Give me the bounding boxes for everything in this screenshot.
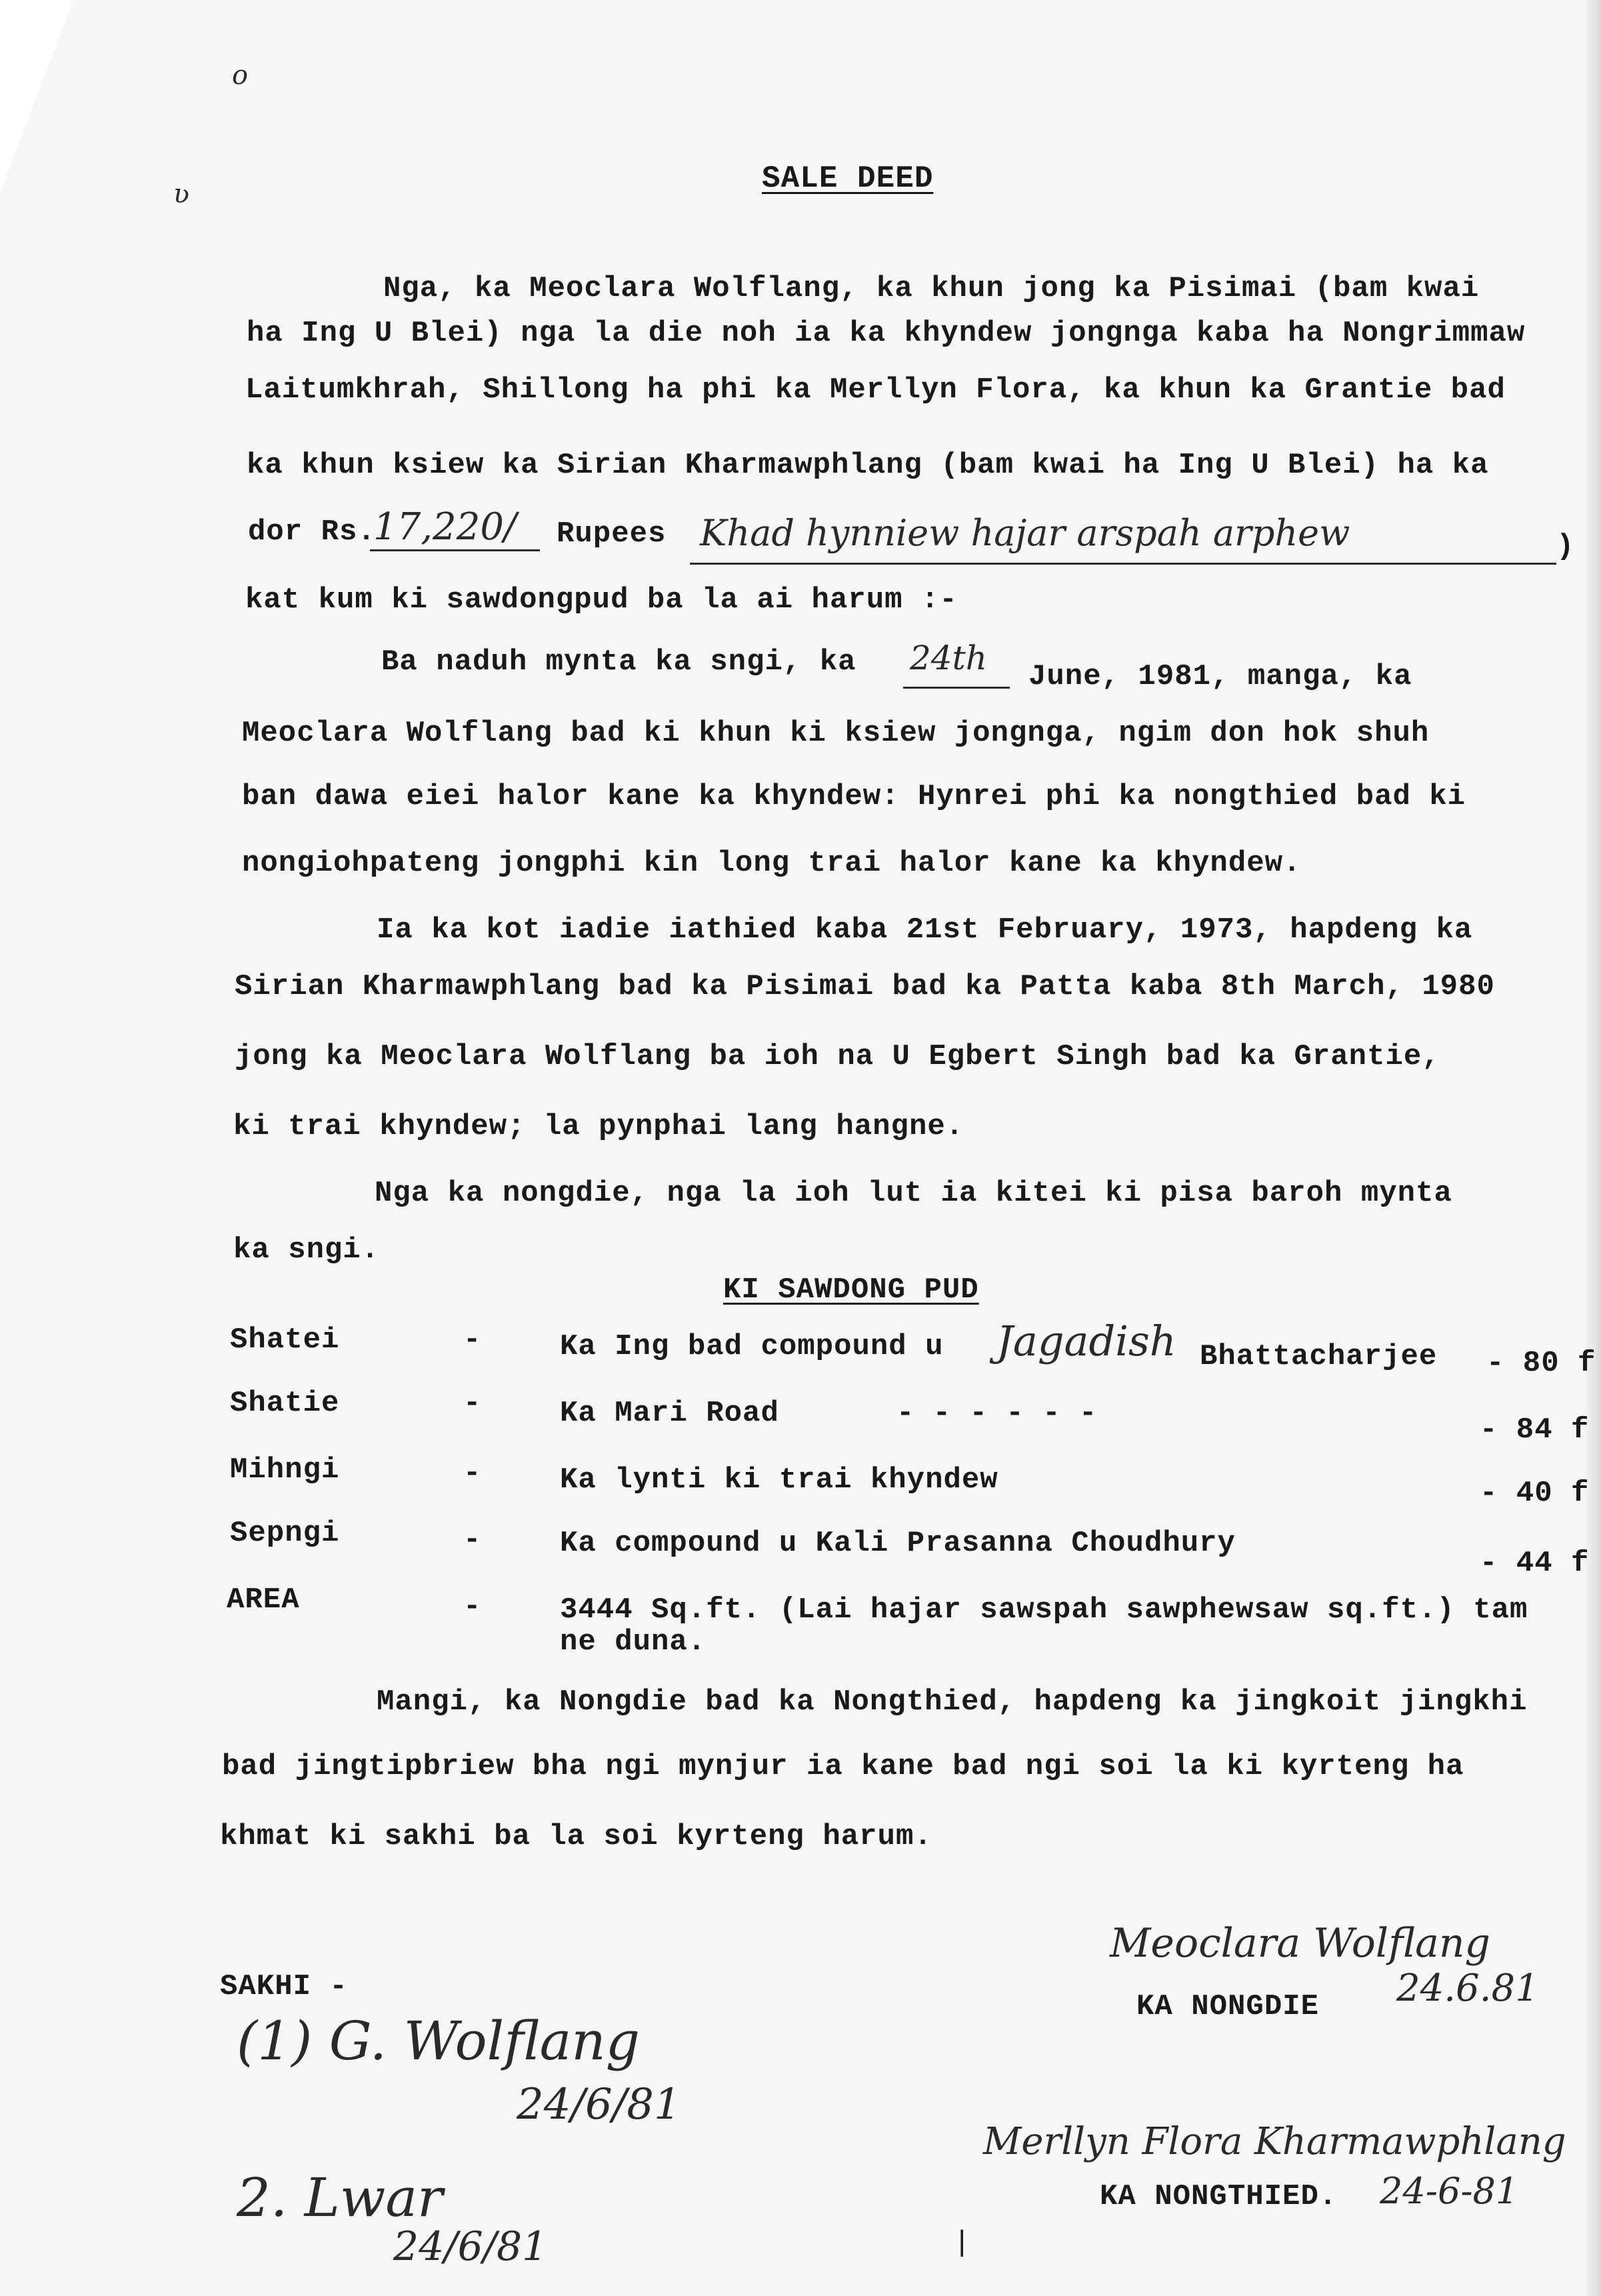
para3-line4: ki trai khyndew; la pynphai lang hangne. <box>233 1110 964 1143</box>
witness2-date: 24/6/81 <box>393 2223 548 2270</box>
boundary-dash: - <box>463 1323 482 1357</box>
boundary-dash: - <box>463 1457 482 1490</box>
para2-line1-prefix: Ba naduh mynta ka sngi, ka <box>381 645 856 679</box>
buyer-label: KA NONGTHIED. <box>1100 2180 1338 2213</box>
boundary-side: Sepngi <box>230 1517 340 1550</box>
para2-line2: Meoclara Wolflang bad ki khun ki ksiew jongnga, ngim don hok shuh <box>242 717 1430 750</box>
margin-mark-left: ʋ <box>173 179 190 209</box>
boundary-desc: Ka lynti ki trai khyndew <box>560 1463 998 1497</box>
seller-date: 24.6.81 <box>1396 1967 1539 2010</box>
para1-line2: ha Ing U Blei) nga la die noh ia ka khyndew jongnga kaba ha Nongrimmaw <box>247 317 1526 350</box>
amount-figures: 17,220/ <box>373 505 517 549</box>
para1-line6: kat kum ki sawdongpud ba la ai harum :- <box>245 583 958 617</box>
page-edge-shadow <box>1584 0 1601 2296</box>
para1-line5-rupees: Rupees <box>557 517 667 551</box>
area-line2: ne duna. <box>560 1625 707 1659</box>
para3-line2: Sirian Kharmawphlang bad ka Pisimai bad ka Patta kaba 8th March, 1980 <box>235 970 1495 1003</box>
para2-line1-suffix: June, 1981, manga, ka <box>1028 660 1412 693</box>
folded-corner <box>0 0 73 193</box>
witness1-date: 24/6/81 <box>517 2080 681 2129</box>
seller-label: KA NONGDIE <box>1136 1990 1320 2023</box>
witness1-signature: (1) G. Wolflang <box>237 2010 640 2072</box>
boundary-measure: - 84 f <box>1480 1413 1590 1447</box>
para1-line3: Laitumkhrah, Shillong ha phi ka Merllyn Flora, ka khun ka Grantie bad <box>245 373 1506 407</box>
amount-words: Khad hynniew hajar arspah arphew <box>700 512 1350 554</box>
margin-mark-top: o <box>232 60 249 91</box>
boundary-desc-cont: - - - - - - <box>896 1397 1098 1430</box>
document-title: SALE DEED <box>762 161 934 196</box>
para1-line4: ka khun ksiew ka Sirian Kharmawphlang (bam kwai ha Ing U Blei) ha ka <box>247 449 1489 482</box>
boundary-measure: - 40 f <box>1480 1477 1590 1510</box>
para1-line1: Nga, ka Meoclara Wolflang, ka khun jong ka Pisimai (bam kwai <box>383 272 1480 305</box>
amount-words-underline <box>690 563 1556 565</box>
witness2-signature: 2. Lwar <box>237 2167 443 2229</box>
area-dash: - <box>463 1590 482 1623</box>
boundary-side: Shatie <box>230 1387 340 1420</box>
para4-line1: Nga ka nongdie, nga la ioh lut ia kitei ki pisa baroh mynta <box>375 1177 1452 1210</box>
para3-line1: Ia ka kot iadie iathied kaba 21st February, 1973, hapdeng ka <box>377 913 1473 947</box>
para4-line2: ka sngi. <box>233 1233 380 1267</box>
boundary-desc-handwritten: Jagadish <box>996 1317 1176 1365</box>
boundary-dash: - <box>463 1523 482 1557</box>
boundary-desc: Ka Ing bad compound u <box>560 1330 944 1363</box>
amount-figures-underline <box>370 549 540 551</box>
boundary-desc-cont: Bhattacharjee <box>1200 1340 1438 1373</box>
para2-line3: ban dawa eiei halor kane ka khyndew: Hynrei phi ka nongthied bad ki <box>242 780 1466 813</box>
execution-day: 24th <box>910 639 987 677</box>
para1-line5-close: ) <box>1556 530 1575 563</box>
bottom-mark: | <box>953 2227 972 2260</box>
area-label: AREA <box>227 1583 300 1617</box>
para1-line5-prefix: dor Rs. <box>248 515 376 549</box>
boundaries-heading: KI SAWDONG PUD <box>723 1273 979 1307</box>
boundary-dash: - <box>463 1387 482 1420</box>
boundary-side: Mihngi <box>230 1453 340 1487</box>
buyer-signature: Merllyn Flora Kharmawphlang <box>983 2120 1566 2163</box>
boundary-side: Shatei <box>230 1323 340 1357</box>
boundary-desc: Ka compound u Kali Prasanna Choudhury <box>560 1527 1236 1560</box>
para2-line4: nongiohpateng jongphi kin long trai halor kane ka khyndew. <box>242 847 1302 880</box>
boundary-desc: Ka Mari Road <box>560 1397 779 1430</box>
seller-signature: Meoclara Wolflang <box>1110 1920 1490 1967</box>
para5-line2: bad jingtipbriew bha ngi mynjur ia kane bad ngi soi la ki kyrteng ha <box>222 1750 1464 1783</box>
para5-line3: khmat ki sakhi ba la soi kyrteng harum. <box>220 1820 932 1853</box>
buyer-date: 24-6-81 <box>1380 2170 1519 2212</box>
boundary-measure: - 44 f <box>1480 1547 1590 1580</box>
area-line1: 3444 Sq.ft. (Lai hajar sawspah sawphewsaw sq.ft.) tam <box>560 1593 1528 1627</box>
execution-day-underline <box>903 687 1010 689</box>
para3-line3: jong ka Meoclara Wolflang ba ioh na U Egbert Singh bad ka Grantie, <box>235 1040 1440 1073</box>
witness-label: SAKHI - <box>220 1970 348 2003</box>
para5-line1: Mangi, ka Nongdie bad ka Nongthied, hapdeng ka jingkoit jingkhi <box>377 1685 1528 1719</box>
boundary-measure: - 80 f <box>1486 1347 1596 1380</box>
